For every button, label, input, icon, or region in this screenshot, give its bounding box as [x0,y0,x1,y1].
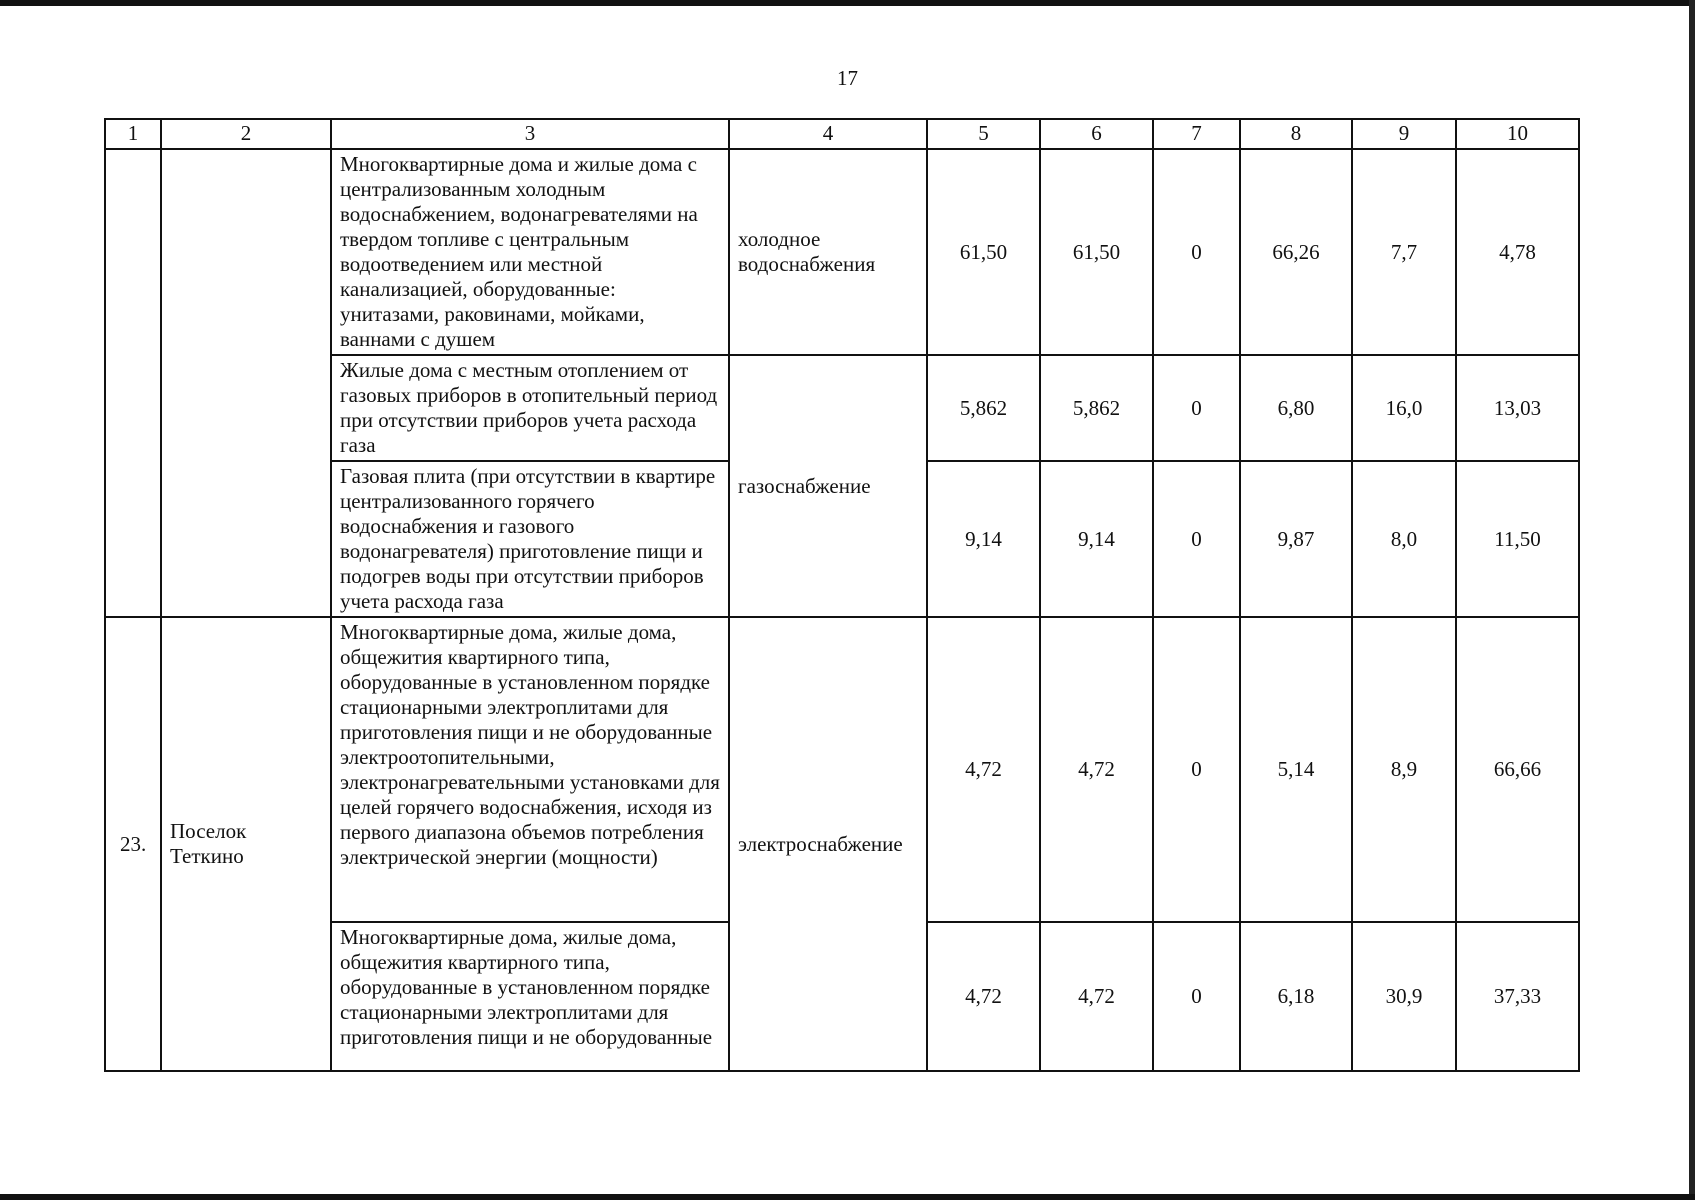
value-cell: 4,72 [927,922,1040,1071]
description-cell: Многоквартирные дома, жилые дома, общежития квартирного типа, оборудованные в установленном порядке стационарными электроплитами для приготовления пищи и не оборудованные электроотопительными, электронагревательными установками для целей горячего водоснабжения, исходя из первого диапазона объемов потребления электрической энергии (мощности) [331,617,729,922]
scan-bottom-edge [0,1194,1695,1200]
column-header: 2 [161,119,331,149]
value-cell: 6,80 [1240,355,1352,461]
value-cell: 37,33 [1456,922,1579,1071]
column-header: 6 [1040,119,1153,149]
value-cell: 9,14 [927,461,1040,617]
description-cell: Многоквартирные дома и жилые дома с централизованным холодным водоснабжением, водонагревателями на твердом топливе с центральным водоотведением или местной канализацией, оборудованные: унитазами, раковинами, мойками, ваннами с душем [331,149,729,355]
description-cell: Жилые дома с местным отоплением от газовых приборов в отопительный период при отсутствии приборов учета расхода газа [331,355,729,461]
value-cell: 0 [1153,355,1240,461]
value-cell: 0 [1153,617,1240,922]
value-cell: 6,18 [1240,922,1352,1071]
service-cell: холодное водоснабжения [729,149,927,355]
column-header: 9 [1352,119,1456,149]
column-header: 5 [927,119,1040,149]
value-cell: 16,0 [1352,355,1456,461]
value-cell: 4,72 [1040,922,1153,1071]
value-cell: 5,862 [1040,355,1153,461]
value-cell: 5,14 [1240,617,1352,922]
settlement-name: Поселок Теткино [161,617,331,1071]
value-cell: 4,72 [1040,617,1153,922]
value-cell: 9,87 [1240,461,1352,617]
value-cell: 0 [1153,461,1240,617]
value-cell: 61,50 [927,149,1040,355]
value-cell: 7,7 [1352,149,1456,355]
table-row [105,617,1579,922]
value-cell: 9,14 [1040,461,1153,617]
value-cell: 13,03 [1456,355,1579,461]
column-header: 1 [105,119,161,149]
value-cell: 66,66 [1456,617,1579,922]
service-cell: газоснабжение [729,355,927,617]
scan-top-edge [0,0,1695,6]
table-row [105,149,1579,355]
row-index: 23. [105,617,161,1071]
column-header: 3 [331,119,729,149]
column-header: 10 [1456,119,1579,149]
scan-right-edge [1689,0,1695,1200]
settlement-cell-empty [161,149,331,617]
column-header: 8 [1240,119,1352,149]
description-cell: Газовая плита (при отсутствии в квартире централизованного горячего водоснабжения и газового водонагревателя) приготовление пищи и подогрев воды при отсутствии приборов учета расхода газа [331,461,729,617]
header-row [105,119,1579,149]
value-cell: 0 [1153,149,1240,355]
value-cell: 5,862 [927,355,1040,461]
value-cell: 66,26 [1240,149,1352,355]
value-cell: 4,78 [1456,149,1579,355]
column-header: 4 [729,119,927,149]
value-cell: 4,72 [927,617,1040,922]
value-cell: 8,0 [1352,461,1456,617]
description-cell: Многоквартирные дома, жилые дома, общежития квартирного типа, оборудованные в установленном порядке стационарными электроплитами для приготовления пищи и не оборудованные [331,922,729,1071]
index-cell-empty [105,149,161,617]
value-cell: 0 [1153,922,1240,1071]
page-number: 17 [837,66,858,90]
column-header: 7 [1153,119,1240,149]
value-cell: 30,9 [1352,922,1456,1071]
value-cell: 8,9 [1352,617,1456,922]
tariff-norms-table [104,118,1580,1072]
value-cell: 11,50 [1456,461,1579,617]
value-cell: 61,50 [1040,149,1153,355]
service-cell: электроснабжение [729,617,927,1071]
